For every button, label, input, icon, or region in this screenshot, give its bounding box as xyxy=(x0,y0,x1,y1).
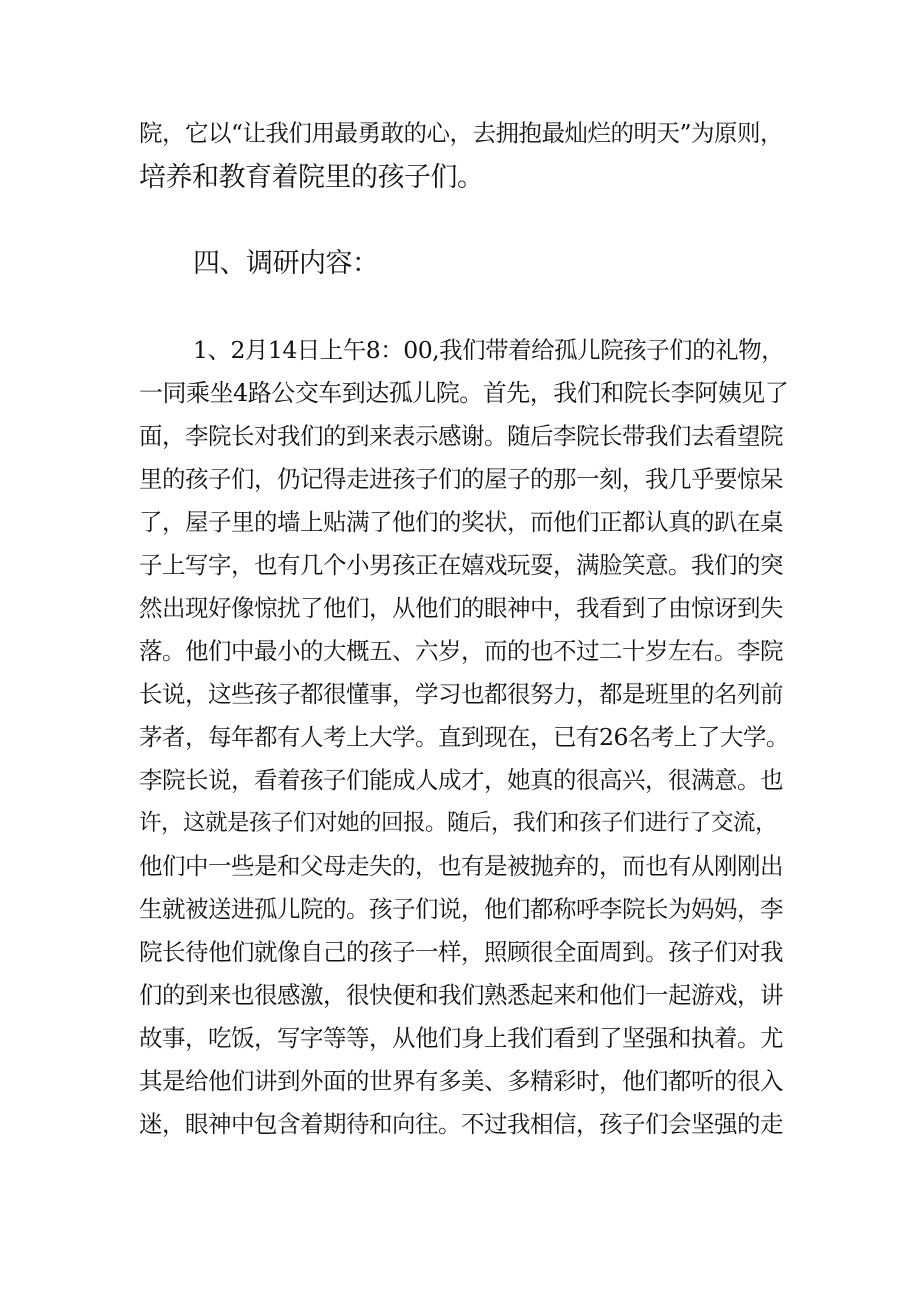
body-line-9: 长说，这些孩子都很懂事，学习也都很努力，都是班里的名列前 xyxy=(139,680,783,708)
intro-line-1: 院，它以“让我们用最勇敢的心，去拥抱最灿烂的明天”为原则， xyxy=(139,119,784,147)
body-line-18: 其是给他们讲到外面的世界有多美、多精彩时，他们都听的很入 xyxy=(139,1067,783,1095)
intro-line-2: 培养和教育着院里的孩子们。 xyxy=(139,162,484,193)
body-line-12: 许，这就是孩子们对她的回报。随后，我们和孩子们进行了交流， xyxy=(139,810,778,836)
body-line-4: 里的孩子们，仍记得走进孩子们的屋子的那一刻，我几乎要惊呆 xyxy=(139,465,783,493)
section-heading: 四、调研内容： xyxy=(193,248,379,279)
body-line-19: 迷，眼神中包含着期待和向往。不过我相信，孩子们会坚强的走 xyxy=(139,1110,783,1138)
body-line-6: 子上写字，也有几个小男孩正在嬉戏玩耍，满脸笑意。我们的突 xyxy=(139,551,783,579)
body-line-10: 茅者，每年都有人考上大学。直到现在，已有26名考上了大学。 xyxy=(139,723,789,751)
body-line-16: 们的到来也很感激，很快便和我们熟悉起来和他们一起游戏，讲 xyxy=(139,981,783,1009)
body-line-5: 了，屋子里的墙上贴满了他们的奖状，而他们正都认真的趴在桌 xyxy=(139,508,783,536)
body-line-3: 面，李院长对我们的到来表示感谢。随后李院长带我们去看望院 xyxy=(139,422,783,450)
body-line-17: 故事，吃饭，写字等等，从他们身上我们看到了坚强和执着。尤 xyxy=(139,1024,783,1052)
body-line-1: 1、2月14日上午8：00,我们带着给孤儿院孩子们的礼物， xyxy=(193,336,785,364)
body-line-14: 生就被送进孤儿院的。孩子们说，他们都称呼李院长为妈妈，李 xyxy=(139,895,783,923)
body-line-2: 一同乘坐4路公交车到达孤儿院。首先，我们和院长李阿姨见了 xyxy=(139,379,789,407)
body-line-13: 他们中一些是和父母走失的，也有是被抛弃的，而也有从刚刚出 xyxy=(139,852,783,880)
body-line-7: 然出现好像惊扰了他们，从他们的眼神中，我看到了由惊讶到失 xyxy=(139,594,783,622)
body-line-8: 落。他们中最小的大概五、六岁，而的也不过二十岁左右。李院 xyxy=(139,637,783,665)
body-line-15: 院长待他们就像自己的孩子一样，照顾很全面周到。孩子们对我 xyxy=(139,938,783,966)
body-line-11: 李院长说，看着孩子们能成人成才，她真的很高兴，很满意。也 xyxy=(139,766,783,794)
